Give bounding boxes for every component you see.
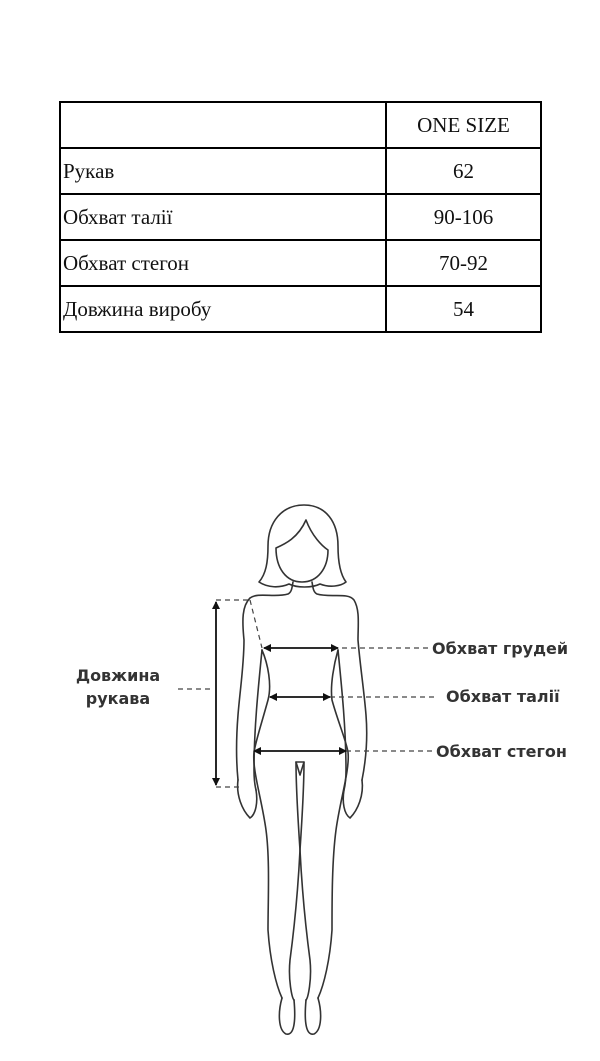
table-row: [60, 148, 541, 194]
row-label: Обхват талії: [60, 194, 386, 240]
sleeve-length-label-line2: рукава: [85, 689, 151, 708]
row-value: 62: [386, 148, 541, 194]
sleeve-length-label-line1: Довжина: [75, 666, 161, 685]
hips-label: Обхват стегон: [436, 742, 567, 761]
table-row: [60, 240, 541, 286]
row-label: Обхват стегон: [60, 240, 386, 286]
table-row: [60, 194, 541, 240]
measurement-guides: [178, 600, 438, 787]
table-row: [60, 286, 541, 332]
header-empty-cell: [60, 102, 386, 148]
waist-label: Обхват талії: [446, 687, 560, 706]
measurement-diagram: [0, 480, 600, 1061]
row-value: 70-92: [386, 240, 541, 286]
row-value: 90-106: [386, 194, 541, 240]
table-header-row: [60, 102, 541, 148]
size-table: [59, 101, 542, 333]
header-size-cell: ONE SIZE: [386, 102, 541, 148]
row-label: Довжина виробу: [60, 286, 386, 332]
row-label: Рукав: [60, 148, 386, 194]
measurement-arrows: [216, 602, 346, 785]
row-value: 54: [386, 286, 541, 332]
chest-label: Обхват грудей: [432, 639, 569, 658]
woman-silhouette-icon: [237, 505, 367, 1034]
